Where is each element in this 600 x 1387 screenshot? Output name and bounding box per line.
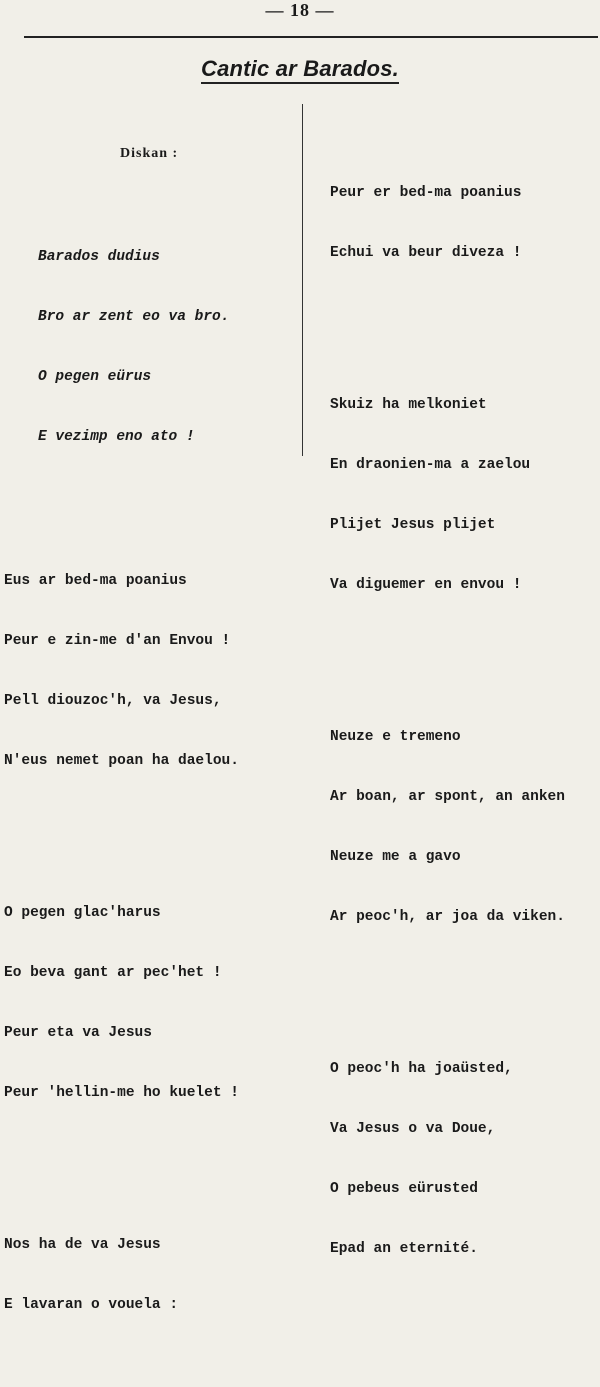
verse-line: Neuze me a gavo: [330, 849, 461, 865]
title-text: Cantic ar Barados.: [201, 56, 399, 84]
verse-line: En draonien-ma a zaelou: [330, 457, 531, 473]
header-rule: [24, 36, 598, 38]
stanza: [330, 687, 565, 967]
verse-line: Peur er bed-ma poanius: [330, 185, 522, 201]
verse-line: O peoc'h ha joaüsted,: [330, 1061, 513, 1077]
verse-line: Skuiz ha melkoniet: [330, 397, 487, 413]
stanza: [4, 863, 239, 1143]
stanza: [330, 143, 565, 303]
chorus-heading: Diskan :: [120, 146, 179, 161]
verse-line: Peur e zin-me d'an Envou !: [4, 633, 231, 649]
stanza: [4, 1195, 239, 1355]
stanza: [4, 531, 239, 811]
verse-line: Neuze e tremeno: [330, 729, 461, 745]
chorus-line: E vezimp eno ato !: [38, 429, 195, 445]
chorus-line: Bro ar zent eo va bro.: [38, 309, 230, 325]
page-number: — 18 —: [265, 0, 335, 20]
verse-line: Pell diouzoc'h, va Jesus,: [4, 693, 222, 709]
verse-line: Peur 'hellin-me ho kuelet !: [4, 1085, 239, 1101]
verse-line: O pegen glac'harus: [4, 905, 161, 921]
chorus-line: Barados dudius: [38, 249, 160, 265]
verse-line: Ar boan, ar spont, an anken: [330, 789, 565, 805]
verse-line: Echui va beur diveza !: [330, 245, 522, 261]
verse-line: Plijet Jesus plijet: [330, 517, 496, 533]
verse-line: E lavaran o vouela :: [4, 1297, 179, 1313]
verse-line: Eus ar bed-ma poanius: [4, 573, 187, 589]
verse-line: Peur eta va Jesus: [4, 1025, 152, 1041]
verse-line: N'eus nemet poan ha daelou.: [4, 753, 239, 769]
stanza: [330, 355, 565, 635]
verse-line: Epad an eternité.: [330, 1241, 478, 1257]
chorus: [4, 207, 239, 487]
verse-line: Nos ha de va Jesus: [4, 1237, 161, 1253]
right-column: [330, 103, 565, 1331]
column-divider: [302, 104, 303, 456]
left-column: [4, 104, 239, 1387]
page-title: [0, 56, 600, 82]
chorus-line: O pegen eürus: [38, 369, 152, 385]
stanza: [330, 1019, 565, 1299]
verse-line: Eo beva gant ar pec'het !: [4, 965, 222, 981]
verse-line: Va Jesus o va Doue,: [330, 1121, 496, 1137]
verse-line: O pebeus eürusted: [330, 1181, 478, 1197]
verse-line: Va diguemer en envou !: [330, 577, 522, 593]
verse-line: Ar peoc'h, ar joa da viken.: [330, 909, 565, 925]
